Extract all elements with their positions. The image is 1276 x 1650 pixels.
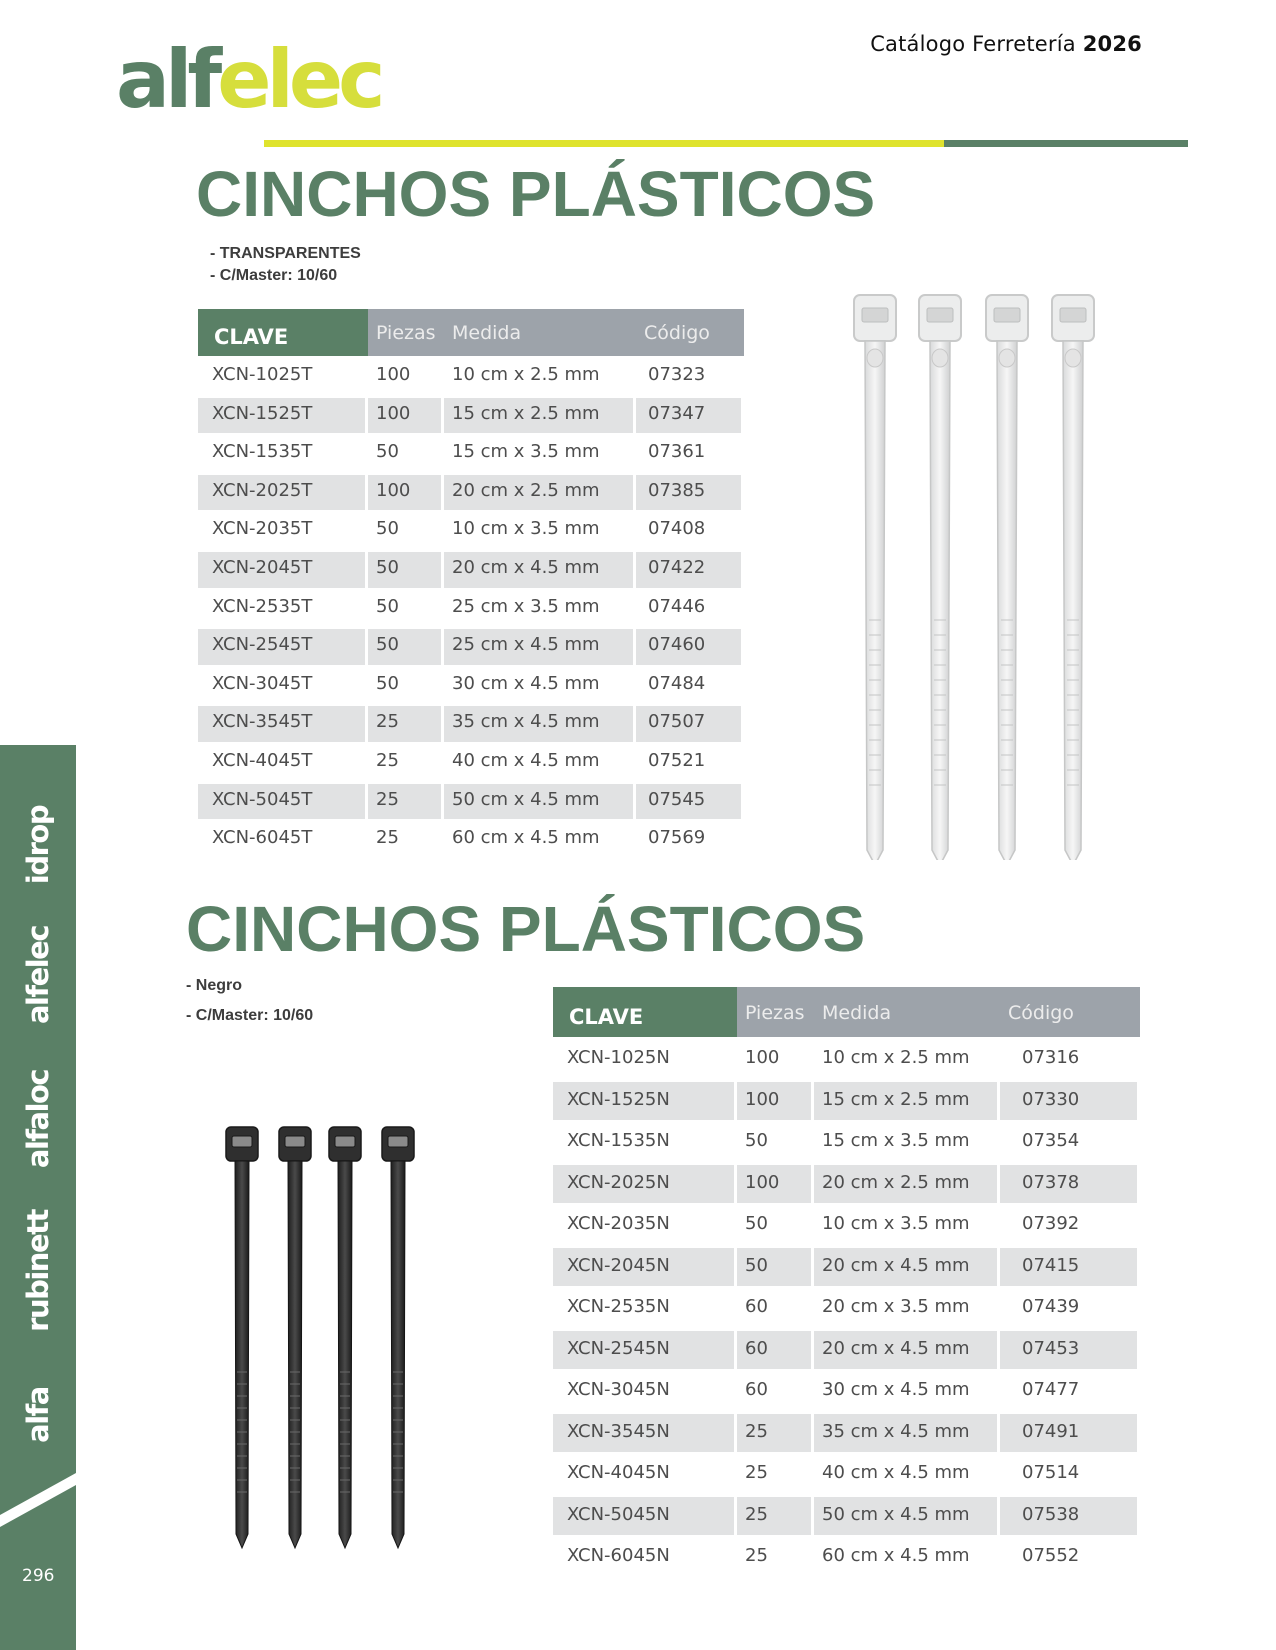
cell-piezas: 25 — [745, 1503, 768, 1525]
cell-piezas: 100 — [745, 1088, 780, 1110]
cell-medida: 20 cm x 4.5 mm — [452, 557, 600, 578]
header-clave: CLAVE — [553, 987, 737, 1037]
cell-clave: XCN-2045N — [567, 1254, 670, 1276]
section1-spec-master: - C/Master: 10/60 — [210, 267, 338, 284]
cell-clave: XCN-6045N — [567, 1545, 670, 1566]
cell-medida: 50 cm x 4.5 mm — [822, 1503, 970, 1525]
cell-clave: XCN-1025N — [567, 1047, 670, 1068]
cell-piezas: 50 — [745, 1130, 768, 1151]
header-rule-yellow — [264, 140, 944, 147]
cell-medida: 20 cm x 4.5 mm — [822, 1254, 970, 1276]
cell-piezas: 100 — [745, 1047, 780, 1068]
cell-piezas: 25 — [745, 1462, 768, 1483]
cell-clave: XCN-1535N — [567, 1130, 670, 1151]
cell-medida: 50 cm x 4.5 mm — [452, 788, 600, 810]
alfelec-logo: alfelec — [116, 33, 381, 126]
cell-piezas: 25 — [376, 827, 399, 849]
brand-sidebar — [0, 745, 76, 1650]
section1-table — [198, 309, 744, 857]
section1-title: CINCHOS PLÁSTICOS — [196, 158, 876, 230]
header-piezas: Piezas — [737, 987, 814, 1037]
cell-piezas: 60 — [745, 1379, 768, 1400]
cell-codigo: 07415 — [1022, 1254, 1080, 1276]
cell-clave: XCN-1525N — [567, 1088, 670, 1110]
cell-clave: XCN-3045T — [212, 672, 313, 694]
header-piezas: Piezas — [368, 309, 444, 356]
header-codigo: Código — [636, 309, 744, 356]
brand-rubinett: rubinett — [21, 1210, 55, 1332]
cell-piezas: 100 — [376, 479, 411, 501]
section2-title: CINCHOS PLÁSTICOS — [186, 893, 866, 965]
brand-alfelec: alfelec — [21, 925, 55, 1025]
cell-codigo: 07507 — [648, 711, 706, 733]
cell-medida: 10 cm x 3.5 mm — [452, 518, 600, 540]
header-codigo: Código — [1000, 987, 1140, 1037]
cell-clave: XCN-6045T — [212, 827, 313, 849]
cell-piezas: 50 — [745, 1213, 768, 1234]
cell-codigo: 07477 — [1022, 1379, 1080, 1400]
cell-medida: 15 cm x 3.5 mm — [452, 441, 600, 463]
cell-clave: XCN-2035T — [212, 518, 313, 540]
cell-medida: 35 cm x 4.5 mm — [452, 711, 600, 733]
catalog-title — [870, 32, 1142, 56]
cell-medida: 30 cm x 4.5 mm — [822, 1379, 970, 1400]
cell-codigo: 07446 — [648, 595, 706, 617]
cell-piezas: 50 — [376, 557, 399, 578]
cell-codigo: 07545 — [648, 788, 706, 810]
header-rule-green — [944, 140, 1188, 147]
section2-spec-master: - C/Master: 10/60 — [186, 1007, 314, 1024]
cell-medida: 60 cm x 4.5 mm — [822, 1545, 970, 1566]
catalog-year: 2026 — [1082, 32, 1142, 56]
cell-medida: 25 cm x 3.5 mm — [452, 595, 600, 617]
cell-clave: XCN-2545N — [567, 1337, 670, 1359]
cell-piezas: 25 — [745, 1545, 768, 1566]
cell-codigo: 07361 — [648, 441, 706, 463]
cell-clave: XCN-2035N — [567, 1213, 670, 1234]
cell-codigo: 07552 — [1022, 1545, 1080, 1566]
cell-medida: 20 cm x 2.5 mm — [452, 479, 600, 501]
cell-piezas: 25 — [376, 750, 399, 771]
section2-table — [553, 987, 1140, 1573]
cell-codigo: 07330 — [1022, 1088, 1080, 1110]
cell-codigo: 07323 — [648, 364, 706, 385]
page-number: 296 — [22, 1566, 55, 1586]
cell-clave: XCN-3045N — [567, 1379, 670, 1400]
cell-piezas: 25 — [376, 788, 399, 810]
cell-medida: 25 cm x 4.5 mm — [452, 634, 600, 656]
transparent-cable-ties-image — [840, 290, 1110, 860]
cell-clave: XCN-2535T — [212, 595, 313, 617]
cell-piezas: 50 — [376, 634, 399, 656]
cell-codigo: 07408 — [648, 518, 706, 540]
cell-codigo: 07354 — [1022, 1130, 1080, 1151]
cell-medida: 20 cm x 4.5 mm — [822, 1337, 970, 1359]
cell-clave: XCN-4045T — [212, 750, 313, 771]
cell-clave: XCN-2025T — [212, 479, 313, 501]
cell-codigo: 07491 — [1022, 1420, 1080, 1442]
brand-alfaloc: alfaloc — [21, 1069, 55, 1169]
cell-clave: XCN-3545T — [212, 711, 313, 733]
cell-codigo: 07514 — [1022, 1462, 1080, 1483]
cell-clave: XCN-2545T — [212, 634, 313, 656]
cell-medida: 35 cm x 4.5 mm — [822, 1420, 970, 1442]
cell-piezas: 50 — [376, 441, 399, 463]
header-clave: CLAVE — [198, 309, 368, 356]
cell-medida: 15 cm x 3.5 mm — [822, 1130, 970, 1151]
brand-alfa: alfa — [21, 1387, 55, 1443]
cell-codigo: 07392 — [1022, 1213, 1080, 1234]
cell-medida: 20 cm x 3.5 mm — [822, 1296, 970, 1317]
black-cable-ties-image — [220, 1122, 430, 1552]
cell-codigo: 07385 — [648, 479, 706, 501]
cell-codigo: 07422 — [648, 557, 706, 578]
cell-piezas: 25 — [745, 1420, 768, 1442]
cell-medida: 40 cm x 4.5 mm — [822, 1462, 970, 1483]
brand-idrop: idrop — [21, 805, 55, 885]
cell-medida: 15 cm x 2.5 mm — [452, 402, 600, 424]
header-medida: Medida — [444, 309, 636, 356]
cell-codigo: 07439 — [1022, 1296, 1080, 1317]
cell-medida: 10 cm x 2.5 mm — [452, 364, 600, 385]
cell-clave: XCN-1535T — [212, 441, 313, 463]
cell-medida: 15 cm x 2.5 mm — [822, 1088, 970, 1110]
cell-clave: XCN-2535N — [567, 1296, 670, 1317]
cell-piezas: 50 — [745, 1254, 768, 1276]
cell-piezas: 50 — [376, 518, 399, 540]
cell-piezas: 100 — [745, 1171, 780, 1193]
section2-spec-negro: - Negro — [186, 977, 242, 994]
section1-spec-transparentes: - TRANSPARENTES — [210, 245, 361, 262]
cell-clave: XCN-2045T — [212, 557, 313, 578]
cell-clave: XCN-1025T — [212, 364, 313, 385]
cell-clave: XCN-3545N — [567, 1420, 670, 1442]
cell-codigo: 07538 — [1022, 1503, 1080, 1525]
cell-codigo: 07460 — [648, 634, 706, 656]
cell-medida: 20 cm x 2.5 mm — [822, 1171, 970, 1193]
cell-medida: 10 cm x 2.5 mm — [822, 1047, 970, 1068]
cell-medida: 40 cm x 4.5 mm — [452, 750, 600, 771]
cell-clave: XCN-4045N — [567, 1462, 670, 1483]
catalog-label: Catálogo Ferretería — [870, 32, 1076, 56]
cell-codigo: 07521 — [648, 750, 706, 771]
cell-codigo: 07569 — [648, 827, 706, 849]
cell-codigo: 07453 — [1022, 1337, 1080, 1359]
cell-medida: 30 cm x 4.5 mm — [452, 672, 600, 694]
cell-codigo: 07347 — [648, 402, 706, 424]
cell-clave: XCN-5045N — [567, 1503, 670, 1525]
cell-piezas: 25 — [376, 711, 399, 733]
cell-piezas: 50 — [376, 595, 399, 617]
cell-piezas: 100 — [376, 402, 411, 424]
cell-codigo: 07316 — [1022, 1047, 1080, 1068]
cell-piezas: 100 — [376, 364, 411, 385]
header-medida: Medida — [814, 987, 1000, 1037]
sidebar-stripe — [0, 1473, 76, 1533]
cell-piezas: 60 — [745, 1337, 768, 1359]
cell-clave: XCN-2025N — [567, 1171, 670, 1193]
cell-piezas: 50 — [376, 672, 399, 694]
cell-codigo: 07484 — [648, 672, 706, 694]
cell-medida: 10 cm x 3.5 mm — [822, 1213, 970, 1234]
cell-piezas: 60 — [745, 1296, 768, 1317]
cell-clave: XCN-5045T — [212, 788, 313, 810]
cell-medida: 60 cm x 4.5 mm — [452, 827, 600, 849]
cell-clave: XCN-1525T — [212, 402, 313, 424]
cell-codigo: 07378 — [1022, 1171, 1080, 1193]
